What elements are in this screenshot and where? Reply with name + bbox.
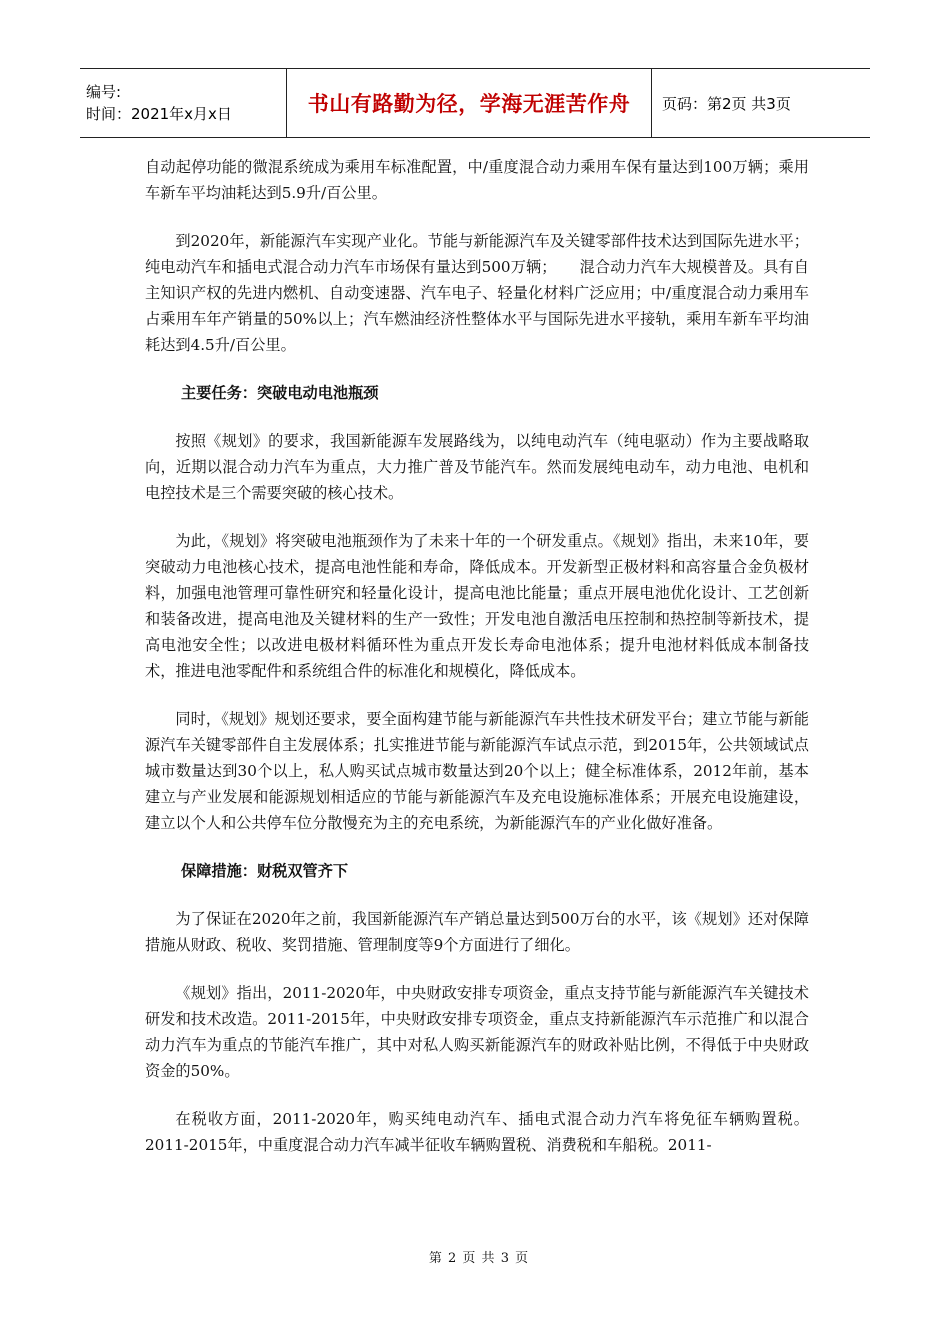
page-footer (0, 1247, 950, 1266)
document-time-label: 时间：2021年x月x日 (86, 105, 232, 123)
section-heading-main-tasks: 主要任务：突破电动电池瓶颈 (181, 384, 379, 402)
paragraph: 为了保证在2020年之前，我国新能源汽车产销总量达到500万台的水平，该《规划》还对保障措施从财政、税收、奖罚措施、管理制度等9个方面进行了细化。 (145, 910, 809, 954)
paragraph: 《规划》指出，2011-2020年，中央财政安排专项资金，重点支持节能与新能源汽车关键技术研发和技术改造。2011-2015年，中央财政安排专项资金，重点支持新能源汽车示范推广和以混合动力汽车为重点的节能汽车推广，其中对私人购买新能源汽车的财政补贴比例，不得低于中央财政资金的50%。 (145, 984, 809, 1080)
header-motto-cell (287, 69, 652, 137)
header-meta (80, 69, 287, 137)
document-body (145, 154, 809, 1180)
page-header (80, 68, 870, 138)
paragraph: 同时，《规划》规划还要求，要全面构建节能与新能源汽车共性技术研发平台；建立节能与新能源汽车关键零部件自主发展体系；扎实推进节能与新能源汽车试点示范，到2015年，公共领域试点城市数量达到30个以上，私人购买试点城市数量达到20个以上；健全标准体系，2012年前，基本建立与产业发展和能源规划相适应的节能与新能源汽车及充电设施标准体系；开展充电设施建设，建立以个人和公共停车位分散慢充为主的充电系统，为新能源汽车的产业化做好准备。 (145, 710, 809, 832)
header-page-number: 页码：第2页 共3页 (662, 94, 791, 113)
header-page-cell (652, 69, 870, 137)
header-motto: 书山有路勤为径，学海无涯苦作舟 (307, 92, 631, 116)
document-number-label: 编号: (86, 83, 122, 101)
footer-page-number: 第 2 页 共 3 页 (428, 1251, 530, 1266)
paragraph: 为此，《规划》将突破电池瓶颈作为了未来十年的一个研发重点。《规划》指出，未来10年，要突破动力电池核心技术，提高电池性能和寿命，降低成本。开发新型正极材料和高容量合金负极材料，加强电池管理可靠性研究和轻量化设计，提高电池比能量；重点开展电池优化设计、工艺创新和装备改进，提高电池及关键材料的生产一致性；开发电池自激活电压控制和热控制等新技术，提高电池安全性；以改进电极材料循环性为重点开发长寿命电池体系；提升电池材料低成本制备技术，推进电池零配件和系统组合件的标准化和规模化，降低成本。 (145, 532, 809, 680)
paragraph: 自动起停功能的微混系统成为乘用车标准配置，中/重度混合动力乘用车保有量达到100万辆；乘用车新车平均油耗达到5.9升/百公里。 (145, 158, 809, 202)
paragraph: 到2020年，新能源汽车实现产业化。节能与新能源汽车及关键零部件技术达到国际先进水平；纯电动汽车和插电式混合动力汽车市场保有量达到500万辆； 混合动力汽车大规模普及。具有自主知识产权的先进内燃机、自动变速器、汽车电子、轻量化材料广泛应用；中/重度混合动力乘用车占乘用车年产销量的50%以上；汽车燃油经济性整体水平与国际先进水平接轨，乘用车新车平均油耗达到4.5升/百公里。 (145, 232, 809, 354)
paragraph: 在税收方面，2011-2020年，购买纯电动汽车、插电式混合动力汽车将免征车辆购置税。2011-2015年，中重度混合动力汽车减半征收车辆购置税、消费税和车船税。2011- (145, 1110, 809, 1154)
paragraph: 按照《规划》的要求，我国新能源车发展路线为，以纯电动汽车（纯电驱动）作为主要战略取向，近期以混合动力汽车为重点，大力推广普及节能汽车。然而发展纯电动车，动力电池、电机和电控技术是三个需要突破的核心技术。 (145, 432, 809, 502)
section-heading-safeguards: 保障措施：财税双管齐下 (181, 862, 349, 880)
